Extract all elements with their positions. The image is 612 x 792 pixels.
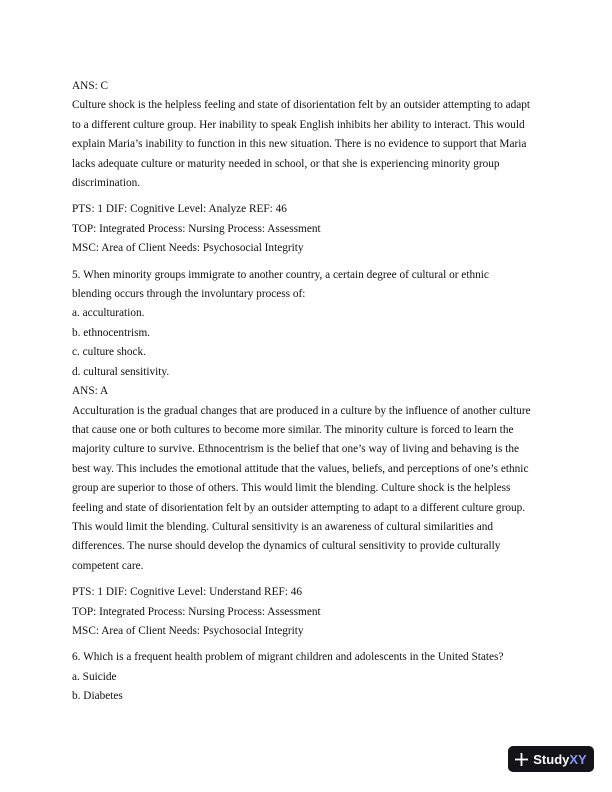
brand-accent: XY [569, 751, 587, 767]
rationale-line: differences. The nurse should develop the dynamics of cultural sensitivity to provide culturally [72, 540, 501, 553]
rationale-line: majority culture to survive. Ethnocentrism is the belief that one’s way of living and behaving is the [72, 443, 520, 456]
meta-line: MSC: Area of Client Needs: Psychosocial Integrity [72, 242, 304, 255]
question-stem: 6. Which is a frequent health problem of migrant children and adolescents in the United States? [72, 651, 504, 664]
page-content [72, 77, 542, 707]
answer-key: ANS: A [72, 385, 109, 398]
question-meta [72, 200, 542, 258]
meta-line: MSC: Area of Client Needs: Psychosocial Integrity [72, 624, 304, 637]
answer-key: ANS: C [72, 80, 109, 92]
rationale-line: explain Maria’s inability to function in this new situation. There is no evidence to support that Maria [72, 138, 527, 151]
rationale-line: feeling and state of disorientation felt by an outsider attempting to adapt to a different culture group. [72, 501, 526, 514]
rationale-line: best way. This includes the emotional attitude that the values, beliefs, and perceptions of one’s ethnic [72, 462, 529, 475]
rationale-line: competent care. [72, 559, 144, 572]
rationale-line: lacks adequate culture or maturity needed in school, or that she is experiencing minority group [72, 157, 500, 170]
question-5 [72, 266, 542, 577]
answer-option: a. Suicide [72, 670, 117, 683]
rationale [72, 402, 542, 577]
answer-option: b. ethnocentrism. [72, 326, 151, 339]
question-stem: 5. When minority groups immigrate to another country, a certain degree of cultural or ethnic [72, 268, 489, 281]
answer-option: c. culture shock. [72, 346, 147, 359]
meta-line: PTS: 1 DIF: Cognitive Level: Understand REF: 46 [72, 586, 303, 599]
answer-option: a. acculturation. [72, 307, 145, 320]
rationale-line: discrimination. [72, 177, 141, 190]
rationale [72, 96, 542, 193]
rationale-line: This would limit the blending. Cultural sensitivity is an awareness of cultural similarities and [72, 520, 494, 533]
question-6 [72, 648, 542, 706]
rationale-line: Acculturation is the gradual changes that are produced in a culture by the influence of another culture [72, 404, 531, 417]
meta-line: TOP: Integrated Process: Nursing Process: Assessment [72, 222, 321, 235]
rationale-line: to a different culture group. Her inability to speak English inhibits her ability to interact. This would [72, 118, 525, 131]
plus-sparkle-icon [515, 753, 528, 766]
rationale-line: Culture shock is the helpless feeling and state of disorientation felt by an outsider attempting to adapt [72, 99, 531, 112]
question-stem: blending occurs through the involuntary process of: [72, 288, 306, 301]
meta-line: TOP: Integrated Process: Nursing Process: Assessment [72, 605, 321, 618]
answer-option: d. cultural sensitivity. [72, 365, 170, 378]
answer-option: b. Diabetes [72, 690, 123, 703]
rationale-line: that cause one or both cultures to become more similar. The minority culture is forced to learn the [72, 423, 514, 436]
rationale-line: group are superior to those of others. This would limit the blending. Culture shock is the helpless [72, 482, 511, 495]
studyxy-watermark [508, 746, 594, 772]
question-meta [72, 583, 542, 641]
brand-main: Study [533, 751, 570, 767]
answer-block [72, 77, 542, 193]
meta-line: PTS: 1 DIF: Cognitive Level: Analyze REF: 46 [72, 203, 287, 216]
